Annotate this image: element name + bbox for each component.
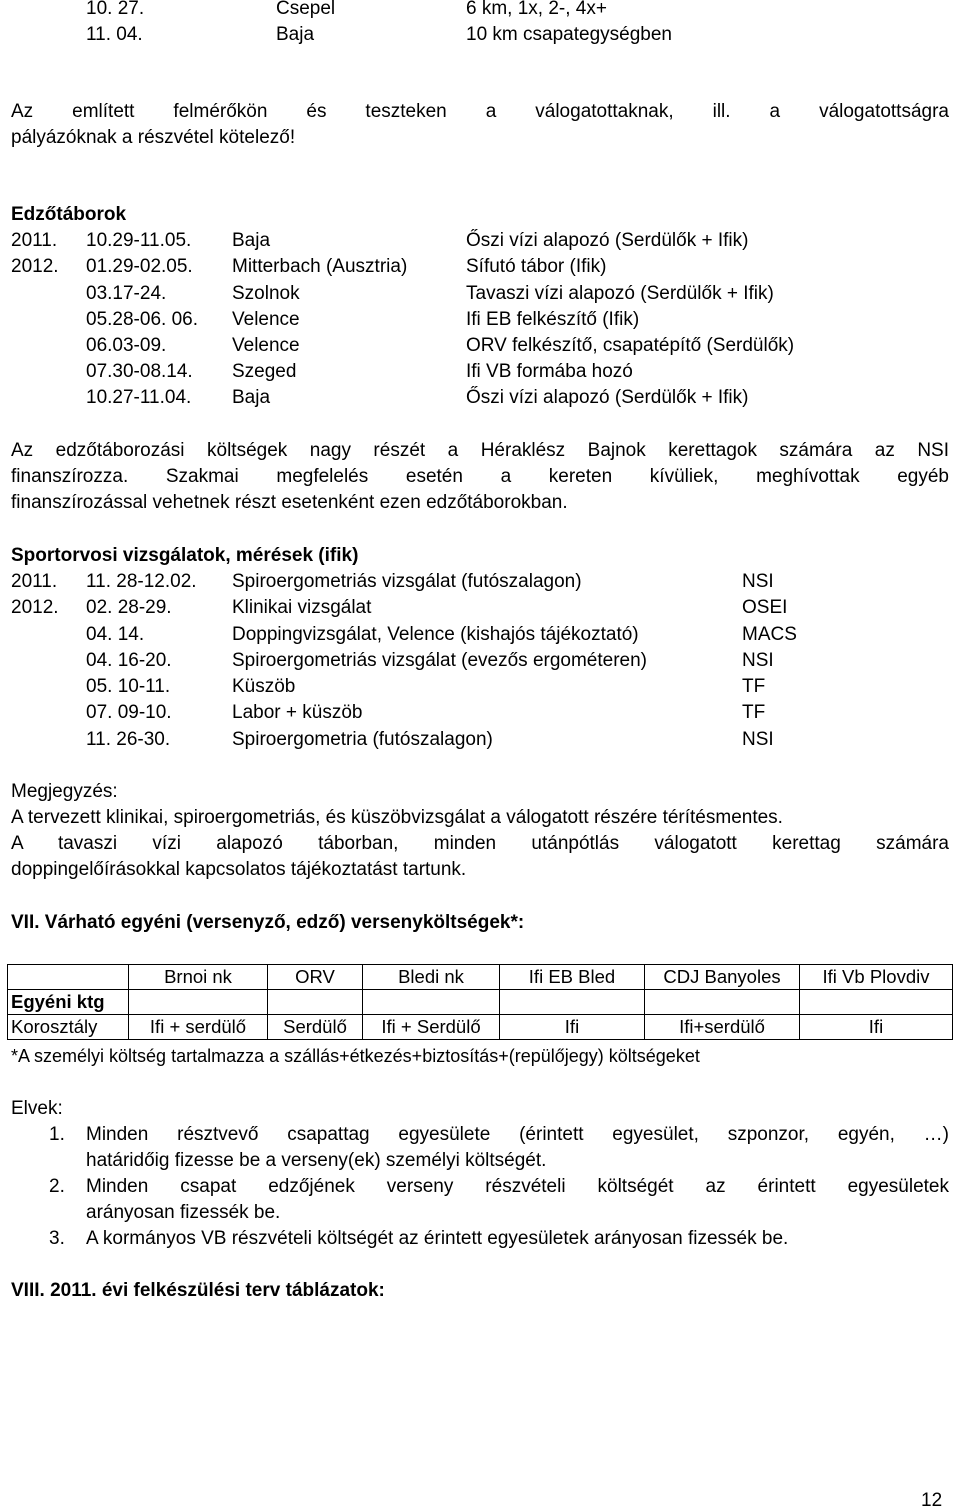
- medical-org: TF: [742, 676, 766, 697]
- camp-place: Baja: [232, 230, 271, 251]
- camps-paragraph-line-2: finanszírozza. Szakmai megfelelés esetén a kereten kívüliek, meghívottak egyéb: [11, 466, 949, 487]
- camp-place: Szolnok: [232, 283, 300, 304]
- cost-row-label: Korosztály: [8, 1015, 129, 1040]
- cost-cell: [800, 990, 953, 1015]
- medical-org: OSEI: [742, 597, 788, 618]
- cost-header-cell: [8, 965, 129, 990]
- camp-date: 06.03-09.: [86, 335, 167, 356]
- principle-number: 1.: [49, 1124, 65, 1145]
- note-line-2: A tavaszi vízi alapozó táborban, minden utánpótlás válogatott kerettag számára: [11, 833, 949, 854]
- medical-org: NSI: [742, 650, 774, 671]
- cost-row-label: Egyéni ktg: [8, 990, 129, 1015]
- note-line-3: doppingelőírásokkal kapcsolatos tájékoztatást tartunk.: [11, 859, 467, 880]
- cost-cell: Ifi + serdülő: [129, 1015, 268, 1040]
- camp-date: 03.17-24.: [86, 283, 167, 304]
- camp-place: Mitterbach (Ausztria): [232, 256, 408, 277]
- schedule-date: 11. 04.: [86, 24, 143, 45]
- camps-paragraph-line-3: finanszírozással vehetnek részt esetenként ezen edzőtáborokban.: [11, 492, 568, 513]
- medical-date: 11. 26-30.: [86, 729, 171, 750]
- camp-year: 2012.: [11, 256, 59, 277]
- camp-date: 10.27-11.04.: [86, 387, 192, 408]
- note-heading: Megjegyzés:: [11, 781, 118, 802]
- medical-desc: Spiroergometriás vizsgálat (evezős ergométeren): [232, 650, 648, 671]
- principle-text-line-1: A kormányos VB részvételi költségét az érintett egyesületek arányosan fizessék be.: [86, 1228, 789, 1249]
- page-number: 12: [921, 1490, 943, 1511]
- principle-text-line-2: határidőig fizesse be a verseny(ek) személyi költségét.: [86, 1150, 547, 1171]
- camp-desc: Őszi vízi alapozó (Serdülők + Ifik): [466, 387, 749, 408]
- cost-cell: [129, 990, 268, 1015]
- schedule-date: 10. 27.: [86, 0, 145, 19]
- cost-table: [7, 964, 953, 1040]
- cost-cell: [500, 990, 645, 1015]
- medical-heading: Sportorvosi vizsgálatok, mérések (ifik): [11, 545, 359, 566]
- medical-date: 07. 09-10.: [86, 702, 172, 723]
- medical-desc: Klinikai vizsgálat: [232, 597, 372, 618]
- schedule-desc: 10 km csapategységben: [466, 24, 672, 45]
- principle-text-line-1: Minden csapat edzőjének verseny részvételi költségét az érintett egyesületek: [86, 1176, 949, 1197]
- cost-header-cell: Ifi Vb Plovdiv: [800, 965, 953, 990]
- cost-cell: Ifi+serdülő: [645, 1015, 800, 1040]
- principle-text-line-1: Minden résztvevő csapattag egyesülete (érintett egyesület, szponzor, egyén, …): [86, 1124, 949, 1145]
- notice-line-2: pályázóknak a részvétel kötelező!: [11, 127, 296, 148]
- medical-date: 04. 16-20.: [86, 650, 172, 671]
- camp-place: Velence: [232, 335, 300, 356]
- medical-date: 04. 14.: [86, 624, 145, 645]
- cost-header-cell: ORV: [268, 965, 363, 990]
- principle-number: 2.: [49, 1176, 65, 1197]
- cost-cell: [268, 990, 363, 1015]
- cost-cell: [645, 990, 800, 1015]
- camp-desc: ORV felkészítő, csapatépítő (Serdülők): [466, 335, 795, 356]
- principle-number: 3.: [49, 1228, 65, 1249]
- camp-desc: Sífutó tábor (Ifik): [466, 256, 607, 277]
- camp-desc: Tavaszi vízi alapozó (Serdülők + Ifik): [466, 283, 774, 304]
- cost-footnote: *A személyi költség tartalmazza a szállás+étkezés+biztosítás+(repülőjegy) költségeket: [11, 1046, 700, 1066]
- cost-header-cell: Ifi EB Bled: [500, 965, 645, 990]
- medical-desc: Doppingvizsgálat, Velence (kishajós tájékoztató): [232, 624, 639, 645]
- cost-cell: Ifi: [800, 1015, 953, 1040]
- medical-date: 05. 10-11.: [86, 676, 171, 697]
- medical-desc: Spiroergometriás vizsgálat (futószalagon): [232, 571, 582, 592]
- camp-date: 10.29-11.05.: [86, 230, 192, 251]
- cost-cell: Serdülő: [268, 1015, 363, 1040]
- medical-date: 11. 28-12.02.: [86, 571, 197, 592]
- note-line-1: A tervezett klinikai, spiroergometriás, és küszöbvizsgálat a válogatott részére térítésmentes.: [11, 807, 783, 828]
- medical-org: NSI: [742, 729, 774, 750]
- notice-line-1: Az említett felmérőkön és teszteken a válogatottaknak, ill. a válogatottságra: [11, 101, 949, 122]
- camp-place: Szeged: [232, 361, 297, 382]
- medical-desc: Spiroergometria (futószalagon): [232, 729, 493, 750]
- cost-table-header-row: [8, 965, 953, 990]
- camp-date: 07.30-08.14.: [86, 361, 193, 382]
- schedule-place: Baja: [276, 24, 315, 45]
- cost-table-age-row: [8, 1015, 953, 1040]
- cost-header-cell: CDJ Banyoles: [645, 965, 800, 990]
- section-7-heading: VII. Várható egyéni (versenyző, edző) versenyköltségek*:: [11, 912, 525, 933]
- camps-paragraph-line-1: Az edzőtáborozási költségek nagy részét a Héraklész Bajnok kerettagok számára az NSI: [11, 440, 949, 461]
- camp-place: Baja: [232, 387, 271, 408]
- medical-year: 2011.: [11, 571, 58, 592]
- principle-text-line-2: arányosan fizessék be.: [86, 1202, 281, 1223]
- schedule-place: Csepel: [276, 0, 336, 19]
- camp-desc: Ifi VB formába hozó: [466, 361, 633, 382]
- camp-place: Velence: [232, 309, 300, 330]
- cost-header-cell: Bledi nk: [363, 965, 500, 990]
- medical-org: NSI: [742, 571, 774, 592]
- medical-desc: Labor + küszöb: [232, 702, 363, 723]
- section-8-heading: VIII. 2011. évi felkészülési terv táblázatok:: [11, 1280, 385, 1301]
- camp-desc: Ifi EB felkészítő (Ifik): [466, 309, 640, 330]
- cost-cell: [363, 990, 500, 1015]
- medical-date: 02. 28-29.: [86, 597, 172, 618]
- cost-cell: Ifi + Serdülő: [363, 1015, 500, 1040]
- camp-date: 05.28-06. 06.: [86, 309, 198, 330]
- cost-cell: Ifi: [500, 1015, 645, 1040]
- principles-heading: Elvek:: [11, 1098, 63, 1119]
- schedule-desc: 6 km, 1x, 2-, 4x+: [466, 0, 607, 19]
- medical-org: MACS: [742, 624, 797, 645]
- medical-year: 2012.: [11, 597, 59, 618]
- cost-table-ktg-row: [8, 990, 953, 1015]
- camps-heading: Edzőtáborok: [11, 204, 127, 225]
- camp-date: 01.29-02.05.: [86, 256, 193, 277]
- medical-desc: Küszöb: [232, 676, 296, 697]
- cost-header-cell: Brnoi nk: [129, 965, 268, 990]
- medical-org: TF: [742, 702, 766, 723]
- camp-year: 2011.: [11, 230, 58, 251]
- camp-desc: Őszi vízi alapozó (Serdülők + Ifik): [466, 230, 749, 251]
